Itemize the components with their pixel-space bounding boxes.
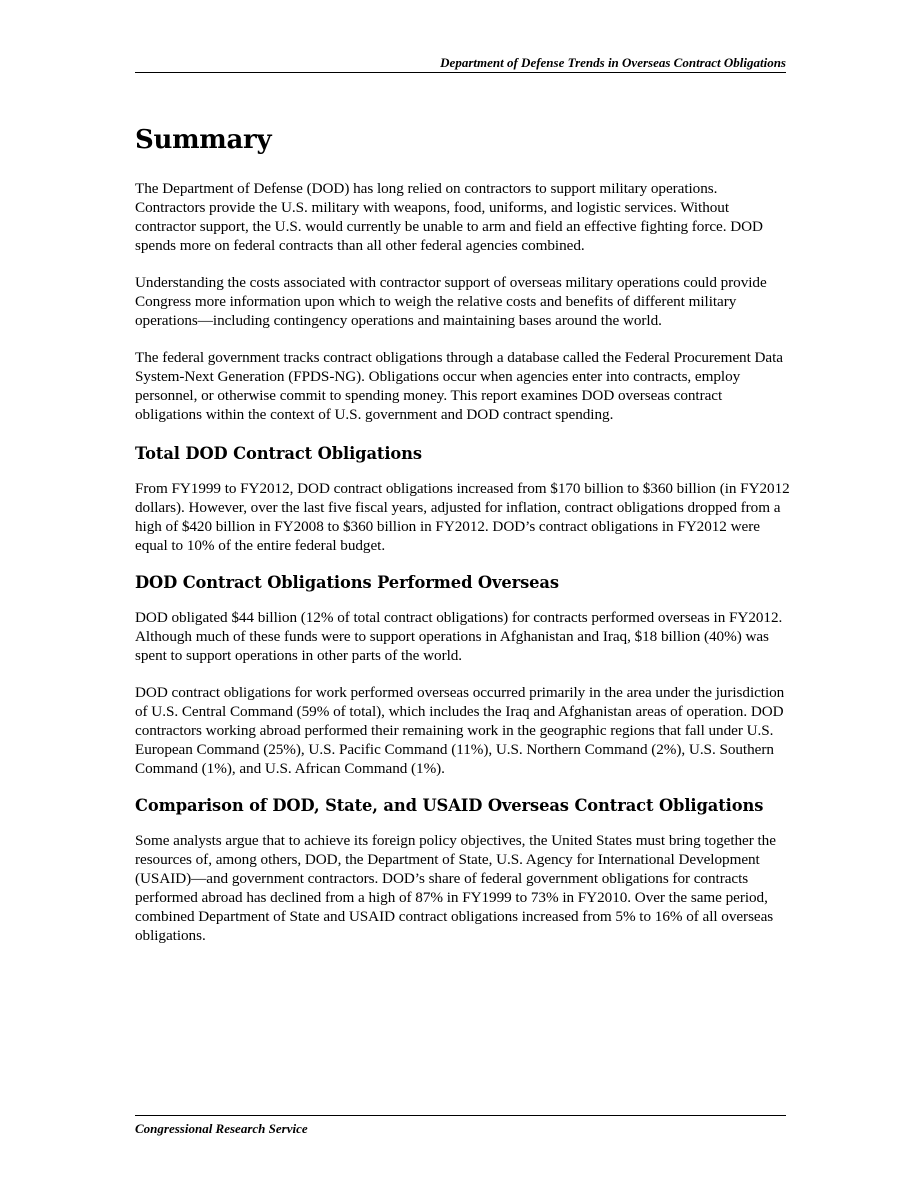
summary-heading: Summary xyxy=(135,125,272,155)
section-heading-overseas-obligations: DOD Contract Obligations Performed Overseas xyxy=(135,573,559,592)
section-heading-agency-comparison: Comparison of DOD, State, and USAID Overseas Contract Obligations xyxy=(135,796,764,815)
running-header: Department of Defense Trends in Overseas Contract Obligations xyxy=(135,55,786,73)
summary-paragraph: The federal government tracks contract obligations through a database called the Federal Procurement Data System-Next Generation (FPDS-NG). Obligations occur when agencies enter into contracts, employ personnel, or otherwise commit to spending money. This report examines DOD overseas contract obligations within the context of U.S. government and DOD contract spending. xyxy=(135,349,783,423)
section-paragraph: Some analysts argue that to achieve its foreign policy objectives, the United States must bring together the resources of, among others, DOD, the Department of State, U.S. Agency for International Development (USAID)—and government contractors. DOD’s share of federal government obligations for contracts performed abroad has declined from a high of 87% in FY1999 to 73% in FY2010. Over the same period, combined Department of State and USAID contract obligations increased from 5% to 16% of all overseas obligations. xyxy=(135,832,776,944)
summary-paragraph: Understanding the costs associated with contractor support of overseas military operations could provide Congress more information upon which to weigh the relative costs and benefits of different military operations—including contingency operations and maintaining bases around the world. xyxy=(135,274,767,329)
summary-paragraph: The Department of Defense (DOD) has long relied on contractors to support military operations. Contractors provide the U.S. military with weapons, food, uniforms, and logistic services. Without contractor support, the U.S. would currently be unable to arm and field an effective fighting force. DOD spends more on federal contracts than all other federal agencies combined. xyxy=(135,180,763,254)
section-paragraph: DOD contract obligations for work performed overseas occurred primarily in the area under the jurisdiction of U.S. Central Command (59% of total), which includes the Iraq and Afghanistan areas of operation. DOD contractors working abroad performed their remaining work in the geographic regions that fall under U.S. European Command (25%), U.S. Pacific Command (11%), U.S. Northern Command (2%), U.S. Southern Command (1%), and U.S. African Command (1%). xyxy=(135,684,785,777)
section-paragraph: DOD obligated $44 billion (12% of total contract obligations) for contracts performed overseas in FY2012. Although much of these funds were to support operations in Afghanistan and Iraq, $18 billion (40%) was spent to support operations in other parts of the world. xyxy=(135,609,783,664)
running-footer: Congressional Research Service xyxy=(135,1115,786,1137)
page-content xyxy=(135,118,791,963)
section-paragraph: From FY1999 to FY2012, DOD contract obligations increased from $170 billion to $360 billion (in FY2012 dollars). However, over the last five fiscal years, adjusted for inflation, contract obligations dropped from a high of $420 billion in FY2008 to $360 billion in FY2012. DOD’s contract obligations in FY2012 were equal to 10% of the entire federal budget. xyxy=(135,480,790,554)
section-heading-total-obligations: Total DOD Contract Obligations xyxy=(135,444,422,463)
